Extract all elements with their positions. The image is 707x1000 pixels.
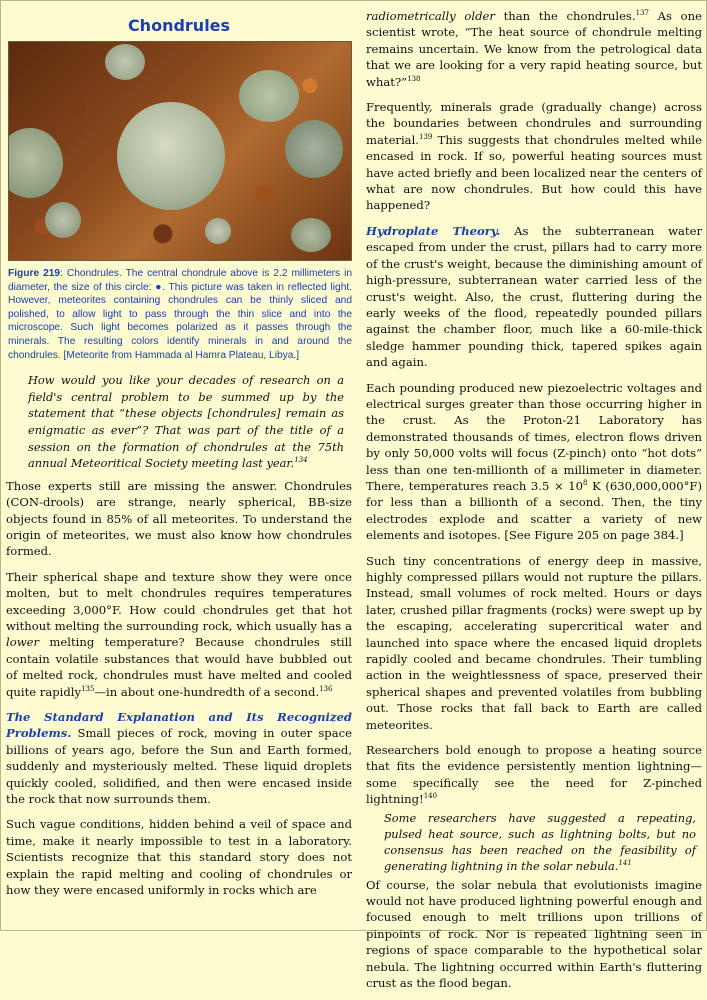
sidebar-quote: [28, 372, 344, 472]
r2-text: As the subterranean water escaped from under the crust, pillars had to carry more of the crust's weight, because the diminishing amount of high-pressure, subterranean water carried less of the crust's weight. Also, the crust, fluttering during the early weeks of the flood, repeatedly pounded pillars against the chamber floor, much like a 60-mile-thick sledge hammer pounding thick, tapered spikes again and again.: [366, 223, 702, 370]
p2-ref-2: 136: [319, 684, 333, 693]
r1-ref: 139: [418, 132, 433, 141]
left-column: [6, 8, 352, 907]
r5-ref: 140: [423, 792, 438, 801]
p2-text-b: melting temperature? Because chondrules still contain volatile substances that would have bubbled out of melted rock, chondrules must have melted and cooled quite rapidly: [6, 635, 352, 699]
right-quote-ref: 141: [618, 859, 632, 868]
chondrule-top-right: [239, 70, 299, 122]
section-heading-standard: The Standard Explanation and Its Recognized Problems.: [6, 710, 352, 741]
chondrule-right: [285, 120, 343, 178]
right-paragraph-3: [366, 380, 702, 544]
p2-emphasis: lower: [6, 635, 40, 650]
figure-caption: [8, 267, 352, 362]
r3-exponent: 8: [583, 479, 588, 488]
right-paragraph-0: [366, 8, 702, 90]
figure-label: Figure 219: [8, 268, 61, 279]
sidebar-title: Chondrules: [127, 16, 231, 35]
r0-ref-1: 137: [635, 9, 649, 18]
quote-text: How would you like your decades of research on a field's central problem to be summed up by the statement that “these objects [chondrules] remain as enigmatic as ever”? That was part of the title of a session on the formation of chondrules at the 75th annual Meteoritical Society meeting last year.: [28, 373, 344, 471]
chondrule-bottom-right: [291, 218, 331, 252]
chondrule-bottom-left: [45, 202, 81, 238]
r0-emphasis: radiometrically older: [366, 9, 495, 23]
r5-text: Researchers bold enough to propose a heating source that fits the evidence persistently mention lightning—some specifically see the need for Z-pinched lightning!: [366, 743, 702, 807]
r1-text-a: Frequently, minerals grade (gradually change) across the boundaries between chondrules and surrounding material.: [366, 100, 702, 147]
chondrule-left: [8, 128, 63, 198]
size-circle-glyph: ●: [155, 281, 163, 293]
p2-text-a: Their spherical shape and texture show they were once molten, but to melt chondrules requires temperatures exceeding 3,000°F. How could chondrules get that hot without melting the surrounding rock, which usually has a: [6, 569, 352, 633]
right-paragraph-4: Such tiny concentrations of energy deep in massive, highly compressed pillars would not rupture the pillars. Instead, small volumes of rock melted. Hours or days later, crushed pillar fragments (rocks) were swept up by the escaping, accelerating supercritical water and launched into space where the encased liquid droplets rapidly cooled and became chondrules. Their tumbling action in the weightlessness of space, preserved their spherical shapes and prevented volatiles from bubbling out. Those rocks that fall back to Earth are called meteorites.: [366, 553, 702, 732]
r3-text-b: K (630,000,000°F) for less than a billionth of a second. Then, the tiny electrodes explode and scatter a variety of new elements and isotopes. [See Figure 205 on page 384.]: [366, 478, 702, 543]
right-paragraph-6: Of course, the solar nebula that evolutionists imagine would not have produced lightning powerful enough and focused enough to melt trillions upon trillions of pinpoints of rock. Nor is repeated lightning seen in regions of space comparable to the hypothetical solar nebula. The lightning occurred within Earth's fluttering crust as the flood began.: [366, 877, 702, 990]
r0-text-a: than the chondrules.: [494, 9, 636, 23]
left-paragraph-2: [6, 569, 352, 700]
r3-text-a: Each pounding produced new piezoelectric voltages and electrical surges greater than those occurring higher in the crust. As the Proton-21 Laboratory has demonstrated thousands of times, electron flows driven by only 50,000 volts will focus (Z-pinch) onto “hot dots” less than one ten-millionth of a millimeter in diameter. There, temperatures reach 3.5 × 10: [366, 380, 702, 493]
left-paragraph-1: Those experts still are missing the answer. Chondrules (CON-drools) are strange, nearly spherical, BB-size objects found in 85% of all meteorites. To understand the origin of meteorites, we must also know how chondrules formed.: [6, 478, 352, 559]
right-paragraph-2: [366, 223, 702, 371]
p3-text: Small pieces of rock, moving in outer space billions of years ago, before the Sun and Earth formed, suddenly and mysteriously melted. These liquid droplets quickly cooled, solidified, and then were encased inside the rock that now surrounds them.: [6, 726, 352, 807]
p2-ref-1: 135: [81, 684, 95, 693]
right-column: [366, 8, 702, 1000]
left-paragraph-4: Such vague conditions, hidden behind a veil of space and time, make it nearly impossible to test in a laboratory. Scientists recognize that this standard story does not explain the rapid melting and cooling of chondrules or how they were encased uniformly in rocks which are: [6, 817, 352, 898]
caption-part-b: . This picture was taken in reflected light. However, meteorites containing chondrules can be thinly sliced and polished, to allow light to pass through the thin slice and into the microscope. Such light becomes polarized as it passes through the minerals. The resulting colors identify minerals in and around the chondrules. [Meteorite from Hammada al Hamra Plateau, Libya.]: [8, 281, 353, 361]
right-paragraph-5: [366, 742, 702, 808]
right-quote-text: Some researchers have suggested a repeating, pulsed heat source, such as lightning bolts, but no consensus has been reached on the feasibility of generating lightning in the solar nebula.: [384, 810, 696, 874]
chondrule-central: [117, 102, 225, 210]
left-paragraph-3: [6, 709, 352, 807]
p2-text-c: —in about one-hundredth of a second.: [94, 684, 320, 699]
r1-text-b: This suggests that chondrules melted while encased in rock. If so, powerful heating sources must have acted briefly and been localized near the centers of what are now chondrules. But how could this have happened?: [366, 132, 702, 213]
chondrules-photo: [8, 41, 352, 261]
right-paragraph-1: [366, 99, 702, 214]
chondrule-small: [205, 218, 231, 244]
r0-text-b: As one scientist wrote, “The heat source of chondrule melting remains uncertain. We know from the petrological data that we are looking for a very rapid heating source, but what?”: [366, 9, 702, 89]
quote-ref: 134: [294, 456, 308, 465]
right-quote: [384, 810, 696, 875]
r0-ref-2: 138: [407, 74, 421, 83]
caption-part-a: : Chondrules. The central chondrule above is 2.2 millimeters in diameter, the size of this circle:: [8, 268, 352, 293]
chondrule-top: [105, 44, 145, 80]
section-heading-hydroplate: Hydroplate Theory.: [366, 223, 501, 238]
